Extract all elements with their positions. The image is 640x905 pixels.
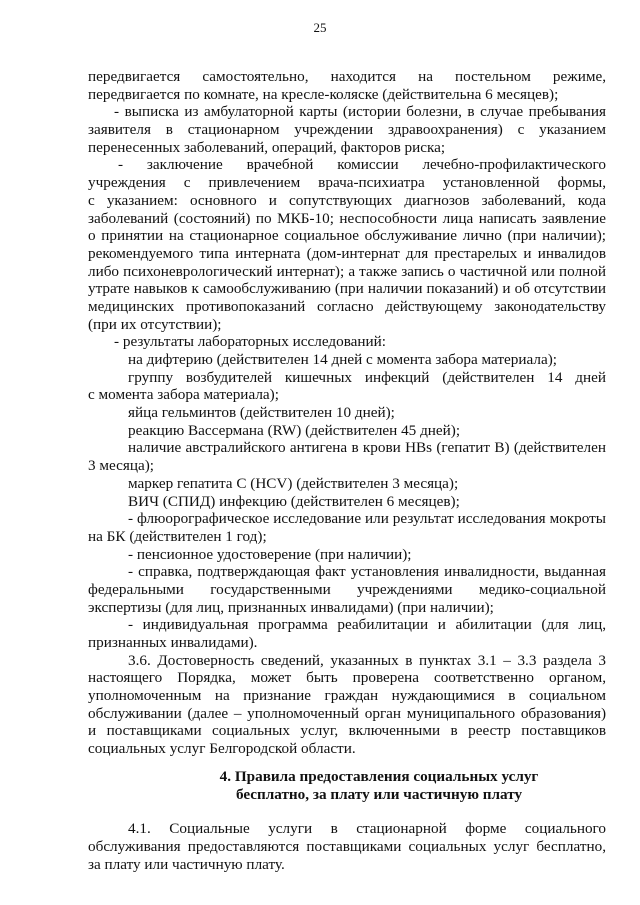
- text-line: передвигается самостоятельно, находится на постельном режиме,: [88, 68, 606, 85]
- text-line: 4.1. Социальные услуги в стационарной форме социального: [128, 820, 606, 838]
- text-line: реакцию Вассермана (RW) (действителен 45 дней);: [128, 421, 461, 439]
- document-body: [88, 68, 606, 873]
- text-line: маркер гепатита C (HCV) (действителен 3 месяца);: [128, 474, 459, 492]
- spacer: [88, 758, 606, 768]
- text-line: передвигается по комнате, на кресле-коляске (действительна 6 месяцев);: [88, 85, 559, 103]
- text-line: - заключение врачебной комиссии лечебно-профилактического: [118, 156, 606, 174]
- text-line: медицинских противопоказаний согласно действующему законодательству: [88, 297, 606, 315]
- text-line: 3 месяца);: [88, 457, 154, 475]
- text-line: - индивидуальная программа реабилитации и абилитации (для лиц,: [128, 616, 606, 634]
- text-line: экспертизы (для лиц, признанных инвалидами) (при наличии);: [88, 598, 494, 616]
- text-line: - выписка из амбулаторной карты (истории болезни, в случае пребывания: [114, 103, 606, 121]
- text-line: на дифтерию (действителен 14 дней с момента забора материала);: [128, 351, 557, 368]
- text-line: 3.6. Достоверность сведений, указанных в пунктах 3.1 – 3.3 раздела 3: [128, 651, 606, 669]
- text-line: перенесенных заболеваний, операций, факторов риска;: [88, 138, 446, 156]
- text-line: признанных инвалидами).: [88, 634, 258, 651]
- text-line: либо психоневрологический интернат); а также запись о частичной или полной: [88, 262, 606, 280]
- text-line: заболеваний (состояний) по МКБ-10; неспособности лица написать заявление: [88, 209, 606, 227]
- text-line: настоящего Порядка, может быть проверена соответственно органом,: [88, 669, 606, 687]
- text-line: (при их отсутствии);: [88, 315, 222, 333]
- text-line: федеральными государственными учреждениями медико-социальной: [88, 580, 606, 598]
- text-line: - справка, подтверждающая факт установления инвалидности, выданная: [128, 563, 606, 581]
- text-line: обслуживании (далее – уполномоченный орган муниципального образования): [88, 704, 606, 722]
- text-line: с момента забора материала);: [88, 386, 279, 404]
- text-line: уполномоченным на признание граждан нуждающимися в социальном: [88, 687, 606, 705]
- text-line: яйца гельминтов (действителен 10 дней);: [128, 404, 395, 422]
- text-line: на БК (действителен 1 год);: [88, 527, 267, 545]
- text-line: - пенсионное удостоверение (при наличии);: [128, 545, 412, 563]
- text-line: рекомендуемого типа интерната (дом-интернат для престарелых и инвалидов: [88, 244, 606, 262]
- section-heading-line-1: 4. Правила предоставления социальных услуг: [219, 767, 539, 785]
- section-heading-line-2: бесплатно, за плату или частичную плату: [235, 785, 523, 803]
- text-line: - результаты лабораторных исследований:: [114, 333, 387, 351]
- spacer: [88, 803, 606, 820]
- page-number: 25: [313, 20, 327, 35]
- text-line: группу возбудителей кишечных инфекций (действителен 14 дней: [128, 368, 606, 386]
- text-line: с указанием: основного и сопутствующих диагнозов заболеваний, кода: [88, 191, 606, 209]
- text-line: - флюорографическое исследование или результат исследования мокроты: [128, 510, 606, 528]
- text-line: утрате навыков к самообслуживанию (при наличии показаний) и об отсутствии: [88, 280, 606, 298]
- text-line: учреждения с привлечением врача-психиатра установленной формы,: [88, 174, 606, 192]
- text-line: наличие австралийского антигена в крови HBs (гепатит B) (действителен: [128, 439, 606, 457]
- text-line: ВИЧ (СПИД) инфекцию (действителен 6 месяцев);: [128, 492, 460, 510]
- text-line: и поставщиками социальных услуг, включенными в реестр поставщиков: [88, 722, 606, 740]
- text-line: обслуживания предоставляются поставщиками социальных услуг бесплатно,: [88, 837, 606, 855]
- text-line: за плату или частичную плату.: [88, 855, 285, 873]
- text-line: заявителя в стационарном учреждении здравоохранения) с указанием: [88, 121, 606, 139]
- text-line: социальных услуг Белгородской области.: [88, 740, 356, 758]
- text-line: о принятии на стационарное социальное обслуживание лично (при наличии);: [88, 227, 606, 245]
